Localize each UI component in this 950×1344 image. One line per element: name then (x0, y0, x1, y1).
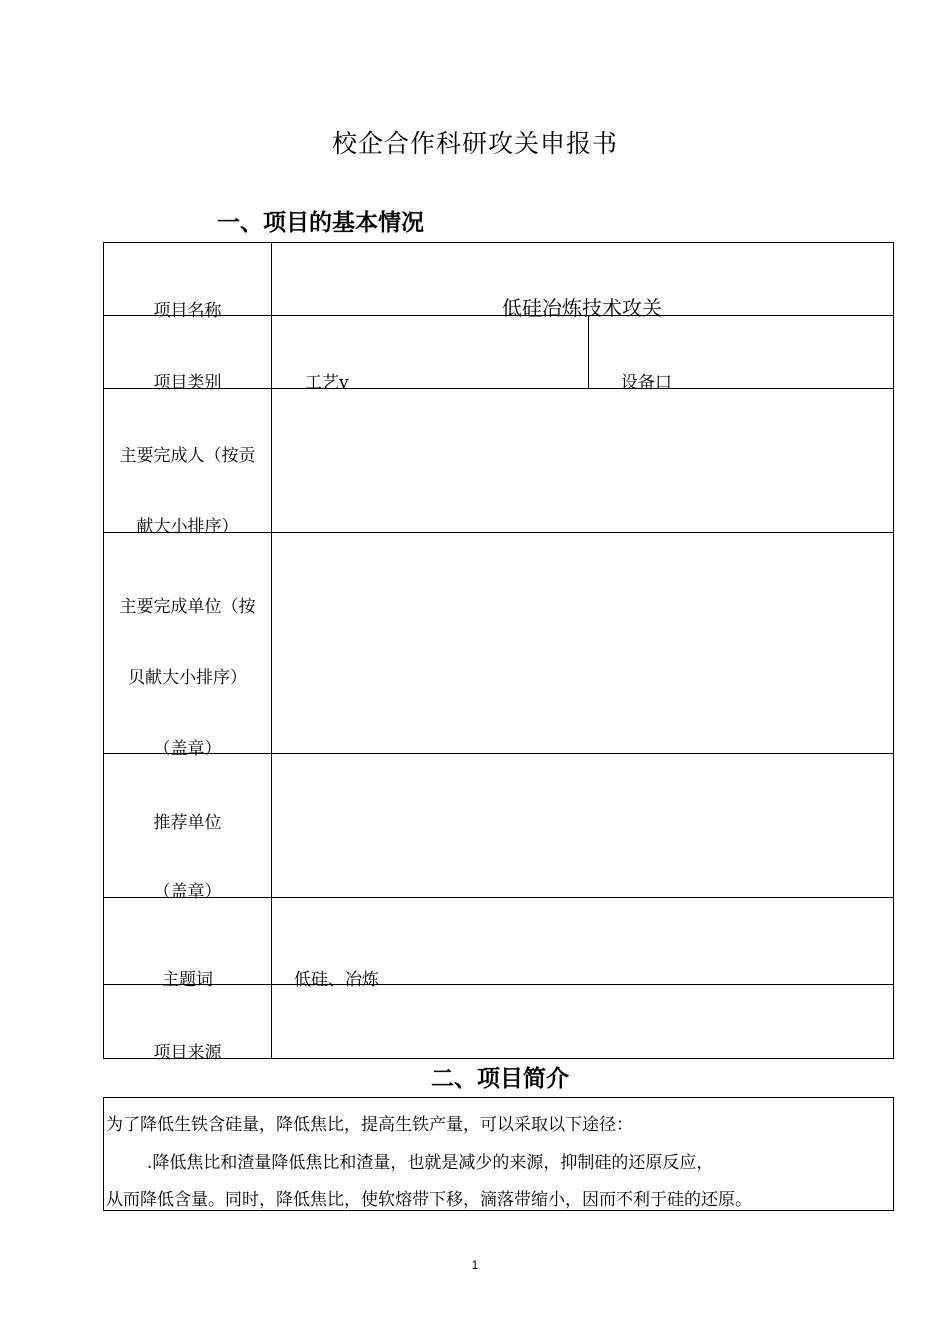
section1-heading: 一、项目的基本情况 (217, 210, 424, 236)
units-label-line2: 贝献大小排序） (128, 668, 247, 688)
table-category-divider (588, 315, 589, 388)
page-number: 1 (471, 1258, 479, 1272)
recommender-label-line2: （盖章） (153, 882, 222, 902)
keywords-label: 主题词 (162, 970, 213, 990)
completers-field[interactable] (272, 389, 893, 531)
recommender-label-line1: 推荐单位 (153, 813, 222, 833)
units-label-line3: （盖章） (153, 739, 222, 759)
intro-line-2: .降低焦比和渣量降低焦比和渣量，也就是减少的来源，抑制硅的还原反应， (147, 1153, 714, 1173)
project-name-label: 项目名称 (153, 301, 222, 321)
category-option-equipment[interactable]: 设备口 (621, 373, 672, 393)
project-name-value[interactable]: 低硅冶炼技术攻关 (502, 296, 662, 320)
units-label-line1: 主要完成单位（按 (119, 597, 256, 617)
units-field[interactable] (272, 533, 893, 752)
keywords-value[interactable]: 低硅、冶炼 (294, 970, 379, 990)
intro-line-3: 从而降低含量。同时，降低焦比，使软熔带下移，滴落带缩小，因而不利于硅的还原。 (106, 1190, 752, 1210)
section2-heading: 二、项目简介 (431, 1066, 569, 1092)
completers-label-line2: 献大小排序） (136, 517, 239, 537)
recommender-field[interactable] (272, 754, 893, 896)
intro-line-1: 为了降低生铁含硅量，降低焦比，提高生铁产量，可以采取以下途径： (106, 1115, 633, 1135)
source-label: 项目来源 (153, 1043, 222, 1063)
completers-label-line1: 主要完成人（按贡 (119, 446, 256, 466)
project-category-label: 项目类别 (153, 373, 222, 393)
document-title: 校企合作科研攻关申报书 (331, 129, 618, 158)
source-field[interactable] (272, 985, 893, 1058)
category-option-process[interactable]: 工艺v (305, 373, 349, 393)
